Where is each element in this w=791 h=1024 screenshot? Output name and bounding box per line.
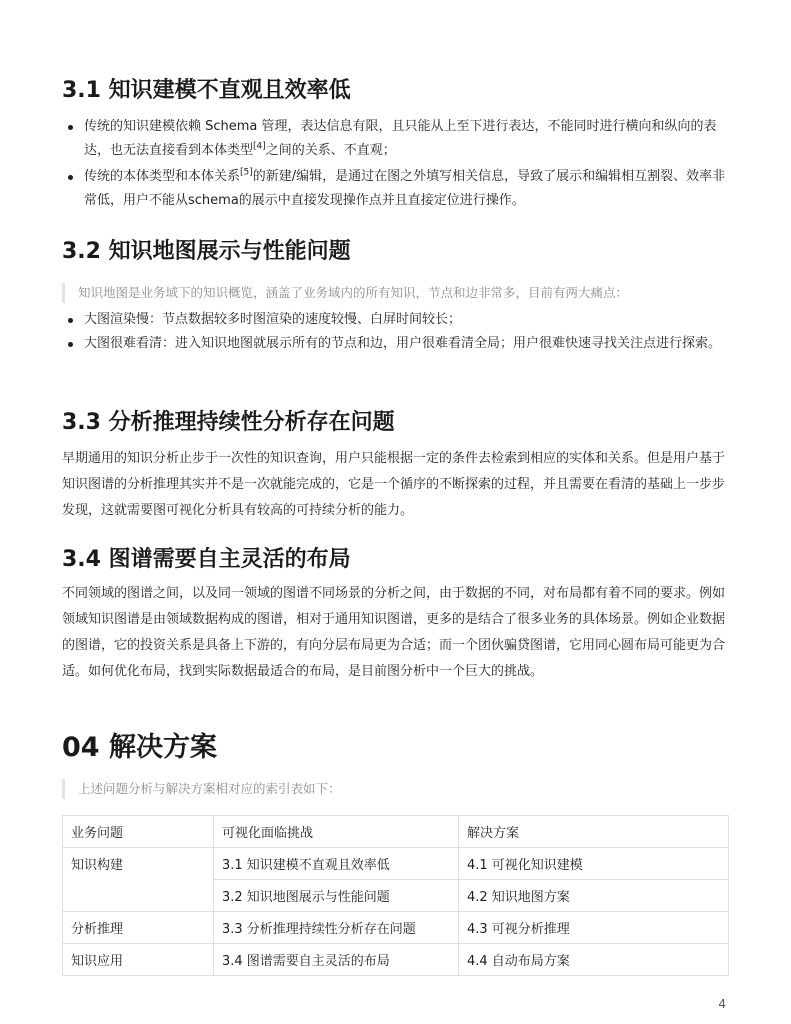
bullet-text: 传统的知识建模依赖 Schema 管理，表达信息有限，且只能从上至下进行表达，不能同时进行横向和纵向的表达，也无法直接看到本体类型 <box>84 119 717 158</box>
table-row <box>63 944 729 976</box>
bullet-text: 传统的本体类型和本体关系 <box>84 169 241 184</box>
table-cell: 4.4 自动布局方案 <box>459 944 729 976</box>
header-cell: 业务问题 <box>63 816 214 848</box>
table-cell: 4.1 可视化知识建模 <box>459 848 729 880</box>
section-04-heading: 04 解决方案 <box>62 732 217 763</box>
table-cell: 知识构建 <box>63 848 214 880</box>
reference-5[interactable]: [5] <box>240 167 253 178</box>
list-item <box>62 115 729 163</box>
section-3-3-paragraph: 早期通用的知识分析止步于一次性的知识查询，用户只能根据一定的条件去检索到相应的实体和关系。但是用户基于知识图谱的分析推理其实并不是一次就能完成的，它是一个循序的不断探索的过程，并且需要在看清的基础上一步步发现，这就需要图可视化分析具有较高的可持续分析的能力。 <box>62 451 726 518</box>
table-row <box>63 848 729 880</box>
table-cell: 知识应用 <box>63 944 214 976</box>
index-table <box>62 815 729 976</box>
table-row <box>63 880 729 912</box>
section-3-2-list <box>62 308 729 356</box>
section-04-quote: 上述问题分析与解决方案相对应的索引表如下： <box>62 779 738 799</box>
section-3-4-heading: 3.4 图谱需要自主灵活的布局 <box>62 547 351 572</box>
section-3-1-list <box>62 115 729 213</box>
reference-4[interactable]: [4] <box>253 141 266 152</box>
header-cell: 可视化面临挑战 <box>214 816 459 848</box>
list-item <box>62 165 729 213</box>
bullet-text-tail: 之间的关系、不直观； <box>265 143 396 158</box>
page-number: 4 <box>718 997 726 1011</box>
section-3-2-quote: 知识地图是业务域下的知识概览，涵盖了业务域内的所有知识，节点和边非常多，目前有两大痛点： <box>62 283 738 303</box>
table-row <box>63 912 729 944</box>
table-cell: 3.2 知识地图展示与性能问题 <box>214 880 459 912</box>
list-item: 大图渲染慢：节点数据较多时图渲染的速度较慢、白屏时间较长； <box>62 308 729 332</box>
section-3-2-heading: 3.2 知识地图展示与性能问题 <box>62 239 351 264</box>
table-cell: 4.3 可视分析推理 <box>459 912 729 944</box>
section-3-1-heading: 3.1 知识建模不直观且效率低 <box>62 78 351 103</box>
bullet-text-tail: 的新建/编辑，是通过在图之外填写相关信息，导致了展示和编辑相互割裂、效率非常低，用户不能从schema的展示中直接发现操作点并且直接定位进行操作。 <box>84 169 726 208</box>
header-cell: 解决方案 <box>459 816 729 848</box>
table-cell: 4.2 知识地图方案 <box>459 880 729 912</box>
list-item: 大图很难看清：进入知识地图就展示所有的节点和边，用户很难看清全局；用户很难快速寻找关注点进行探索。 <box>62 332 729 356</box>
table-cell: 3.4 图谱需要自主灵活的布局 <box>214 944 459 976</box>
table-cell <box>63 880 214 912</box>
table-cell: 3.3 分析推理持续性分析存在问题 <box>214 912 459 944</box>
section-3-4-paragraph: 不同领域的图谱之间，以及同一领域的图谱不同场景的分析之间，由于数据的不同，对布局都有着不同的要求。例如领域知识图谱是由领域数据构成的图谱，相对于通用知识图谱，更多的是结合了很多业务的具体场景。例如企业数据的图谱，它的投资关系是具备上下游的，有向分层布局更为合适；而一个团伙骗贷图谱，它用同心圆布局可能更为合适。如何优化布局，找到实际数据最适合的布局，是目前图分析中一个巨大的挑战。 <box>62 586 726 679</box>
table-cell: 3.1 知识建模不直观且效率低 <box>214 848 459 880</box>
table-cell: 分析推理 <box>63 912 214 944</box>
table-header-row <box>63 816 729 848</box>
section-3-3-heading: 3.3 分析推理持续性分析存在问题 <box>62 410 395 435</box>
